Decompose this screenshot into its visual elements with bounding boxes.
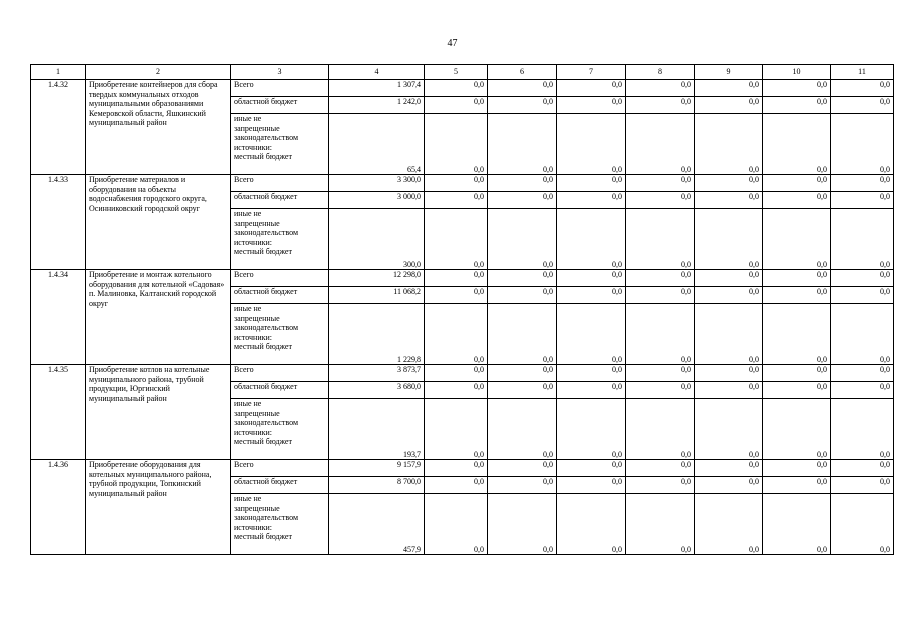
item-code: 1.4.35: [31, 365, 86, 460]
table-row: [31, 365, 894, 382]
regional-value: 0,0: [425, 97, 488, 114]
total-value: 0,0: [425, 175, 488, 192]
regional-value: 0,0: [695, 287, 763, 304]
column-header: 7: [557, 65, 626, 80]
regional-value: 0,0: [831, 97, 894, 114]
item-code: 1.4.33: [31, 175, 86, 270]
local-value: 0,0: [831, 494, 894, 555]
total-value: 0,0: [557, 270, 626, 287]
total-value: 3 300,0: [329, 175, 425, 192]
item-name: Приобретение контейнеров для сбора твердых коммунальных отходов муниципальными образованиями Кемеровской области, Яшкинский муниципальный район: [86, 80, 231, 175]
source-other-lines: [234, 114, 325, 162]
item-name: Приобретение котлов на котельные муниципального района, трубной продукции, Юргинский муниципальный район: [86, 365, 231, 460]
source-other-line: законодательством: [234, 513, 299, 522]
item-name: Приобретение материалов и оборудования на объекты водоснабжения городского округа, Осинниковский городской округ: [86, 175, 231, 270]
regional-value: 0,0: [488, 97, 557, 114]
total-value: 0,0: [695, 175, 763, 192]
regional-value: 0,0: [626, 97, 695, 114]
item-name: Приобретение и монтаж котельного оборудования для котельной «Садовая» п. Малиновка, Калтанский городской округ: [86, 270, 231, 365]
local-value: 0,0: [763, 304, 831, 365]
regional-value: 0,0: [488, 192, 557, 209]
source-other-line: запрещенные: [234, 123, 280, 133]
source-other-line: законодательством: [234, 323, 299, 332]
source-other-line: законодательством: [234, 228, 299, 237]
local-value: 0,0: [425, 209, 488, 270]
total-value: 0,0: [425, 80, 488, 97]
source-total-label: Всего: [231, 175, 329, 192]
local-value: 0,0: [831, 209, 894, 270]
local-value: 0,0: [488, 399, 557, 460]
regional-value: 0,0: [557, 192, 626, 209]
table-row: [31, 175, 894, 192]
source-regional-label: областной бюджет: [231, 287, 329, 304]
local-value: 0,0: [763, 209, 831, 270]
total-value: 0,0: [557, 460, 626, 477]
regional-value: 0,0: [425, 477, 488, 494]
source-other-line: запрещенные: [234, 218, 280, 228]
total-value: 0,0: [831, 460, 894, 477]
local-value: 193,7: [329, 399, 425, 460]
regional-value: 0,0: [763, 382, 831, 399]
table-row: [31, 80, 894, 97]
local-value: 0,0: [557, 494, 626, 555]
local-value: 65,4: [329, 114, 425, 175]
total-value: 0,0: [488, 175, 557, 192]
source-total-label: Всего: [231, 460, 329, 477]
total-value: 0,0: [488, 270, 557, 287]
source-other-lines: [234, 209, 325, 257]
source-other-line: запрещенные: [234, 408, 280, 418]
source-other-line: иные не: [234, 494, 262, 503]
column-header: 2: [86, 65, 231, 80]
regional-value: 0,0: [763, 477, 831, 494]
local-value: 0,0: [488, 494, 557, 555]
source-other-line: иные не: [234, 399, 262, 408]
local-value: 0,0: [557, 209, 626, 270]
source-other-line: источники:: [234, 427, 272, 437]
regional-value: 0,0: [557, 477, 626, 494]
source-local-label: местный бюджет: [234, 532, 292, 541]
item-code: 1.4.34: [31, 270, 86, 365]
column-header: 8: [626, 65, 695, 80]
local-value: 0,0: [425, 304, 488, 365]
column-header: 10: [763, 65, 831, 80]
total-value: 0,0: [763, 460, 831, 477]
source-other-lines: [234, 304, 325, 352]
total-value: 0,0: [763, 80, 831, 97]
total-value: 3 873,7: [329, 365, 425, 382]
source-regional-label: областной бюджет: [231, 97, 329, 114]
column-header: 3: [231, 65, 329, 80]
local-value: 0,0: [831, 114, 894, 175]
local-value: 0,0: [425, 494, 488, 555]
regional-value: 3 680,0: [329, 382, 425, 399]
regional-value: 8 700,0: [329, 477, 425, 494]
local-value: 0,0: [695, 304, 763, 365]
regional-value: 0,0: [626, 287, 695, 304]
local-value: 0,0: [557, 399, 626, 460]
source-total-label: Всего: [231, 80, 329, 97]
total-value: 0,0: [626, 175, 695, 192]
local-value: 0,0: [831, 399, 894, 460]
source-local-label: местный бюджет: [234, 437, 292, 446]
local-value: 0,0: [763, 114, 831, 175]
total-value: 0,0: [557, 175, 626, 192]
regional-value: 0,0: [488, 287, 557, 304]
table-row: [31, 270, 894, 287]
column-header: 6: [488, 65, 557, 80]
local-value: 0,0: [695, 114, 763, 175]
regional-value: 0,0: [831, 287, 894, 304]
source-other-lines: [234, 399, 325, 447]
source-total-label: Всего: [231, 270, 329, 287]
source-other-line: иные не: [234, 114, 262, 123]
source-other-label: [231, 114, 329, 175]
regional-value: 0,0: [626, 382, 695, 399]
local-value: 0,0: [488, 304, 557, 365]
regional-value: 0,0: [557, 382, 626, 399]
local-value: 0,0: [763, 494, 831, 555]
source-other-line: источники:: [234, 332, 272, 342]
total-value: 0,0: [763, 270, 831, 287]
regional-value: 0,0: [695, 97, 763, 114]
total-value: 0,0: [831, 270, 894, 287]
source-local-label: местный бюджет: [234, 152, 292, 161]
source-local-label: местный бюджет: [234, 342, 292, 351]
local-value: 457,9: [329, 494, 425, 555]
regional-value: 1 242,0: [329, 97, 425, 114]
local-value: 0,0: [695, 209, 763, 270]
regional-value: 0,0: [763, 192, 831, 209]
total-value: 0,0: [695, 80, 763, 97]
total-value: 0,0: [763, 175, 831, 192]
column-header: 5: [425, 65, 488, 80]
source-regional-label: областной бюджет: [231, 382, 329, 399]
total-value: 0,0: [831, 365, 894, 382]
total-value: 0,0: [831, 175, 894, 192]
regional-value: 0,0: [626, 477, 695, 494]
local-value: 300,0: [329, 209, 425, 270]
total-value: 0,0: [488, 460, 557, 477]
total-value: 0,0: [695, 270, 763, 287]
source-regional-label: областной бюджет: [231, 477, 329, 494]
local-value: 0,0: [626, 209, 695, 270]
total-value: 1 307,4: [329, 80, 425, 97]
total-value: 0,0: [626, 365, 695, 382]
local-value: 0,0: [425, 114, 488, 175]
total-value: 0,0: [425, 365, 488, 382]
column-header: 9: [695, 65, 763, 80]
local-value: 0,0: [695, 399, 763, 460]
source-other-label: [231, 399, 329, 460]
source-other-line: запрещенные: [234, 503, 280, 513]
source-other-line: иные не: [234, 304, 262, 313]
regional-value: 0,0: [557, 287, 626, 304]
regional-value: 0,0: [425, 382, 488, 399]
regional-value: 0,0: [831, 192, 894, 209]
local-value: 0,0: [425, 399, 488, 460]
source-local-label: местный бюджет: [234, 247, 292, 256]
total-value: 0,0: [425, 270, 488, 287]
regional-value: 0,0: [626, 192, 695, 209]
regional-value: 0,0: [425, 287, 488, 304]
local-value: 0,0: [488, 114, 557, 175]
column-header: 1: [31, 65, 86, 80]
total-value: 0,0: [557, 80, 626, 97]
total-value: 0,0: [626, 270, 695, 287]
total-value: 0,0: [425, 460, 488, 477]
source-regional-label: областной бюджет: [231, 192, 329, 209]
source-other-line: источники:: [234, 237, 272, 247]
item-code: 1.4.36: [31, 460, 86, 555]
source-other-line: законодательством: [234, 133, 299, 142]
local-value: 0,0: [626, 399, 695, 460]
total-value: 0,0: [488, 365, 557, 382]
source-other-label: [231, 494, 329, 555]
column-header: 11: [831, 65, 894, 80]
total-value: 0,0: [831, 80, 894, 97]
total-value: 0,0: [626, 460, 695, 477]
source-other-line: законодательством: [234, 418, 299, 427]
local-value: 1 229,8: [329, 304, 425, 365]
source-total-label: Всего: [231, 365, 329, 382]
regional-value: 0,0: [488, 382, 557, 399]
header-row: [31, 65, 894, 80]
source-other-line: источники:: [234, 522, 272, 532]
total-value: 0,0: [695, 365, 763, 382]
total-value: 0,0: [695, 460, 763, 477]
total-value: 0,0: [626, 80, 695, 97]
regional-value: 0,0: [831, 477, 894, 494]
regional-value: 0,0: [695, 477, 763, 494]
page-number: 47: [447, 38, 458, 49]
local-value: 0,0: [626, 114, 695, 175]
source-other-lines: [234, 494, 325, 542]
local-value: 0,0: [557, 304, 626, 365]
total-value: 9 157,9: [329, 460, 425, 477]
local-value: 0,0: [763, 399, 831, 460]
regional-value: 3 000,0: [329, 192, 425, 209]
local-value: 0,0: [488, 209, 557, 270]
item-code: 1.4.32: [31, 80, 86, 175]
regional-value: 0,0: [425, 192, 488, 209]
regional-value: 0,0: [695, 192, 763, 209]
source-other-line: источники:: [234, 142, 272, 152]
regional-value: 11 068,2: [329, 287, 425, 304]
regional-value: 0,0: [763, 287, 831, 304]
local-value: 0,0: [626, 494, 695, 555]
total-value: 0,0: [557, 365, 626, 382]
item-name: Приобретение оборудования для котельных муниципального района, трубной продукции, Топкинский муниципальный район: [86, 460, 231, 555]
source-other-label: [231, 209, 329, 270]
local-value: 0,0: [626, 304, 695, 365]
total-value: 0,0: [763, 365, 831, 382]
total-value: 0,0: [488, 80, 557, 97]
total-value: 12 298,0: [329, 270, 425, 287]
table-row: [31, 460, 894, 477]
regional-value: 0,0: [831, 382, 894, 399]
regional-value: 0,0: [557, 97, 626, 114]
column-header: 4: [329, 65, 425, 80]
source-other-line: иные не: [234, 209, 262, 218]
regional-value: 0,0: [695, 382, 763, 399]
source-other-line: запрещенные: [234, 313, 280, 323]
regional-value: 0,0: [763, 97, 831, 114]
regional-value: 0,0: [488, 477, 557, 494]
local-value: 0,0: [557, 114, 626, 175]
local-value: 0,0: [695, 494, 763, 555]
source-other-label: [231, 304, 329, 365]
budget-table: [30, 64, 894, 555]
local-value: 0,0: [831, 304, 894, 365]
